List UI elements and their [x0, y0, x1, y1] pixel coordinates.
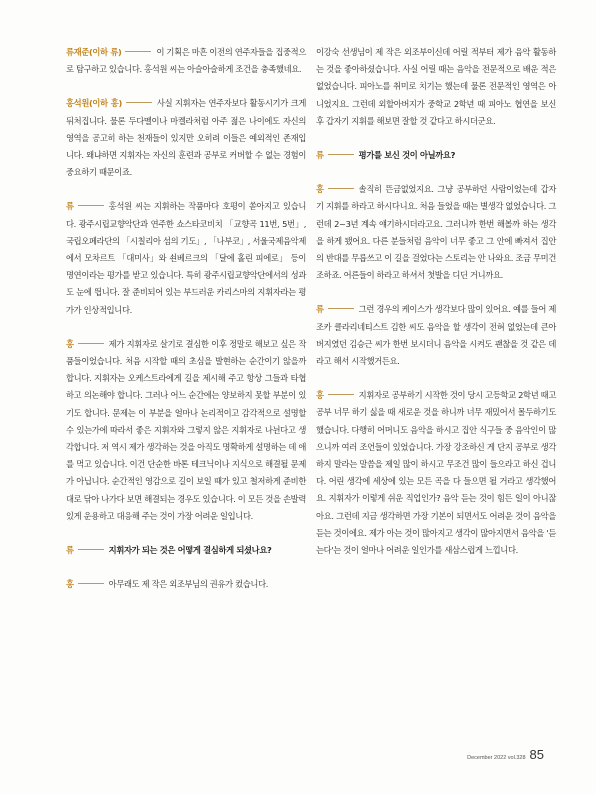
speaker-label: 홍 [66, 579, 74, 590]
speaker-rule [126, 102, 152, 103]
speaker-rule [328, 394, 354, 395]
speaker-label: 류 [66, 545, 74, 556]
answer-text: 이강숙 선생님이 제 작은 외조부이신데 어릴 적부터 제가 음악 활동하는 것을 좋아하셨습니다. 사실 어릴 때는 음악을 전문적으로 배운 적은 없었습니다. 피아노를 취미로 치기는 했는데 물론 전문적인 영역은 아니었지요. 그런데 외할아버지가 중학교 2학년 때 피아노 협연을 보신 후 갑자기 지휘를 해보면 잘할 것 같다고 하시더군요. [316, 47, 556, 126]
issue-label: December 2022 vol.328 [467, 755, 526, 761]
left-column [66, 44, 306, 610]
interview-paragraph [66, 95, 306, 181]
answer-text: 지휘자로 공부하기 시작한 것이 당시 고등학교 2학년 때고 공부 너무 하기 싫을 때 새로운 것을 하니까 너무 재밌어서 몰두하기도 했습니다. 다행히 어머니도 음악을 하시고 집안 식구들 중 음악인이 많으니까 여러 조언들이 있었습니다. 가장 강조하신 게 단지 공부로 생각하지 말라는 말씀을 제일 많이 하시고 무조건 많이 들으라고 하신 겁니다. 어린 생각에 세상에 있는 모든 곡을 다 들으면 될 거라고 생각했어요. 지휘자가 이렇게 쉬운 직업인가? 음악 듣는 것이 힘든 일이 아니잖아요. 그런데 지금 생각하면 가장 기본이 되면서도 어려운 것이 음악을 듣는 것이에요. 제가 아는 것이 많아지고 생각이 많아지면서 음악을 '듣는다'는 것이 얼마나 어려운 일인가를 새삼스럽게 느낍니다. [316, 390, 556, 556]
speaker-rule [78, 549, 104, 550]
interview-paragraph [316, 387, 556, 559]
interview-paragraph [66, 44, 306, 78]
speaker-label: 홍 [66, 338, 74, 349]
answer-text: 홍석원 씨는 지휘하는 작품마다 호평이 쏟아지고 있습니다. 광주시립교향악단과 연주한 쇼스타코비치 「교향곡 11번, 5번」, 국립오페라단의 「시칠리아 섬의 기도」, 「나부코」, 서울국제음악제에서 모차르트 「대미사」와 쇤베르크의 「달에 홀린 피에로」 등이 명연이라는 평가를 받고 있습니다. 특히 광주시립교향악단에서의 성과도 눈에 띕니다. 잘 준비되어 있는 부드러운 카리스마의 지휘자라는 평가가 인상적입니다. [66, 201, 306, 315]
speaker-rule [328, 308, 354, 309]
speaker-rule [78, 205, 104, 206]
interview-paragraph [66, 576, 306, 593]
speaker-label: 홍 [316, 390, 324, 401]
speaker-rule [328, 188, 354, 189]
speaker-label: 류 [316, 304, 324, 315]
right-column [316, 44, 556, 576]
answer-text: 이 기획은 마흔 이전의 연주자들을 집중적으로 탐구하고 있습니다. 홍석원 씨는 아슬아슬하게 조건을 충족했네요. [66, 47, 307, 75]
speaker-rule [125, 51, 151, 52]
speaker-rule [78, 343, 104, 344]
answer-text: 그런 경우의 케이스가 생각보다 많이 있어요. 예를 들어 제 조카 클라리네티스트 김한 씨도 음악을 할 생각이 전혀 없었는데 큰아버지였던 김승근 씨가 한번 보시더니 음악을 시켜도 괜찮을 것 같은 데라고 해서 시작했거든요. [316, 304, 556, 367]
interview-paragraph [316, 44, 556, 130]
speaker-label: 홍 [316, 184, 324, 195]
interview-paragraph [66, 542, 306, 559]
page-footer [467, 747, 544, 762]
interview-paragraph [316, 301, 556, 370]
speaker-label: 류재준(이하 류) [66, 47, 122, 57]
page-number: 85 [529, 747, 544, 762]
speaker-rule [78, 583, 104, 584]
speaker-rule [328, 154, 354, 155]
speaker-label: 류 [316, 150, 324, 161]
answer-text: 사실 지휘자는 연주자보다 활동시기가 크게 뒤처집니다. 물론 두다멜이나 마켈라처럼 아주 젊은 나이에도 자신의 영역을 공고히 하는 천재들이 있지만 오히려 이들은 예외적인 존재입니다. 왜냐하면 지휘자는 자신의 훈련과 공부로 커버할 수 없는 경험이 중요하기 때문이죠. [66, 98, 306, 178]
interview-paragraph [316, 147, 556, 164]
answer-text: 솔직히 뜬금없었지요. 그냥 공부하던 사람이었는데 갑자기 지휘를 하라고 하시다니요. 처음 들었을 때는 별생각 없었습니다. 그런데 2~3년 계속 얘기하시더라고요. 그러니까 한번 해볼까 하는 생각을 하게 됐어요. 다른 분들처럼 음악이 너무 좋고 그 안에 빠져서 집안의 반대를 무릅쓰고 이 길을 걸었다는 스토리는 안 나와요. 조금 무미건조하죠. 어른들이 하라고 하셔서 첫발을 디딘 거니까요. [316, 184, 556, 281]
question-text: 평가를 보신 것이 아닐까요? [358, 150, 456, 161]
answer-text: 아무래도 제 작은 외조부님의 권유가 컸습니다. [108, 579, 269, 590]
question-text: 지휘자가 되는 것은 어떻게 결심하게 되셨나요? [108, 545, 272, 556]
interview-paragraph [66, 198, 306, 318]
answer-text: 제가 지휘자로 살기로 결심한 이후 정말로 해보고 싶은 작품들이었습니다. 처음 시작할 때의 초심을 발현하는 순간이기 않을까 합니다. 지휘자는 오케스트라에게 길을 제시해 주고 항상 그들과 타협하고 의논해야 합니다. 그러나 어느 순간에는 양보하지 못할 부분이 있기도 합니다. 문제는 이 부분을 얼마나 논리적이고 감각적으로 설명할 수 있는가에 따라서 좋은 지휘자와 그렇지 않은 지휘자로 나뉜다고 생각합니다. 저 역시 제가 생각하는 것을 아직도 명확하게 설명하는 데 애를 먹고 있습니다. 이건 단순한 바톤 테크닉이나 지식으로 해결될 문제가 아닙니다. 순간적인 영감으로 길이 보일 때가 있고 철저하게 준비한 대로 닦아 나가다 보면 해결되는 경우도 있습니다. 이 모든 것을 손발력 있게 운용하고 대응해 주는 것이 가장 어려운 일입니다. [66, 338, 306, 521]
speaker-label: 류 [66, 201, 74, 212]
interview-paragraph [66, 336, 306, 525]
interview-paragraph [316, 181, 556, 284]
speaker-label: 홍석원(이하 홍) [66, 98, 122, 109]
